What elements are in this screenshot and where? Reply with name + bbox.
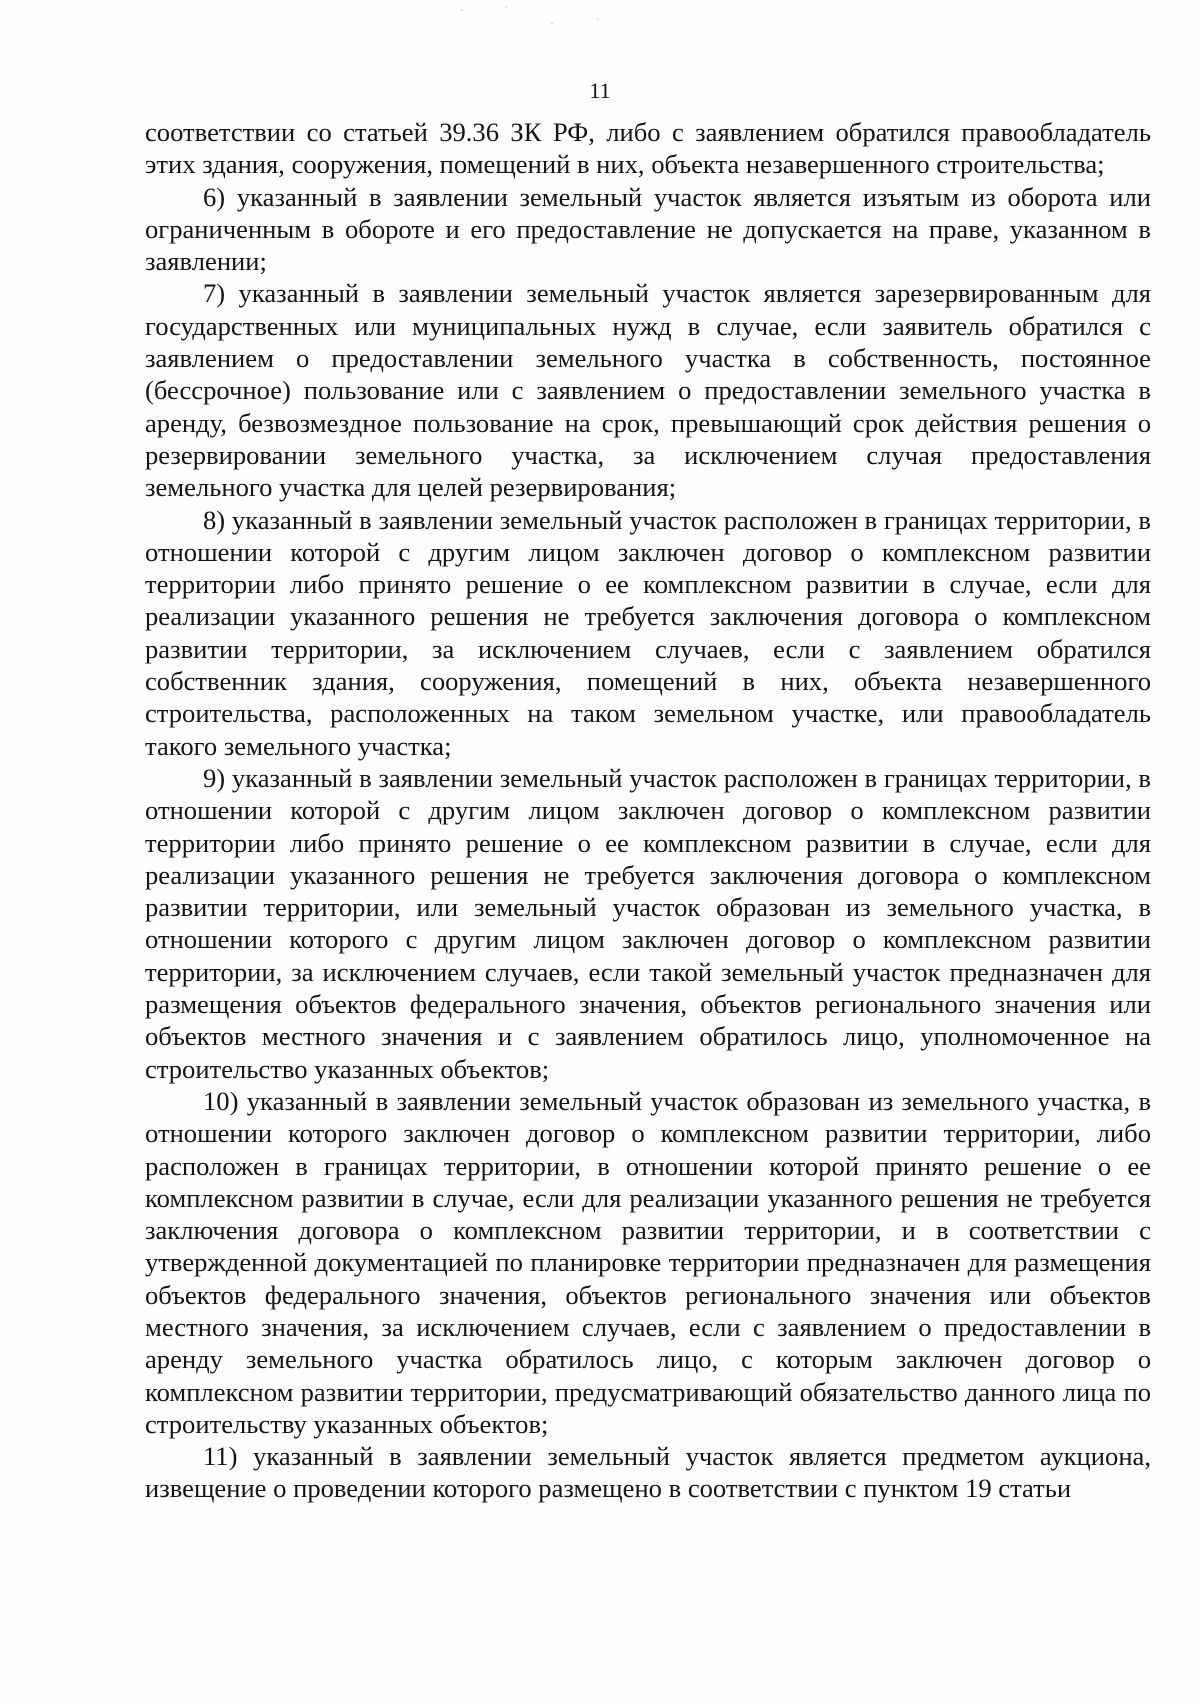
paragraph-item-10: 10) указанный в заявлении земельный участок образован из земельного участка, в отношении которого заключен договор о комплексном развитии территории, либо расположен в границах территории, в отношении которой принято решение о ее комплексном развитии в случае, если для реализации указанного решения не требуется заключения договора о комплексном развитии территории, и в соответствии с утвержденной документацией по планировке территории предназначен для размещения объектов федерального значения, объектов регионального значения или объектов местного значения, за исключением случаев, если с заявлением о предоставлении в аренду земельного участка обратилось лицо, с которым заключен договор о комплексном развитии территории, предусматривающий обязательство данного лица по строительству указанных объектов; bbox=[145, 1085, 1151, 1439]
page-number: 11 bbox=[589, 78, 611, 103]
paragraph-item-6: 6) указанный в заявлении земельный участок является изъятым из оборота или ограниченным в обороте и его предоставление не допускается на праве, указанном в заявлении; bbox=[145, 181, 1151, 277]
paragraph-item-11: 11) указанный в заявлении земельный участок является предметом аукциона, извещение о проведении которого размещено в соответствии с пунктом 19 статьи bbox=[145, 1441, 1151, 1504]
paragraph-item-7: 7) указанный в заявлении земельный участок является зарезервированным для государственных или муниципальных нужд в случае, если заявитель обратился с заявлением о предоставлении земельного участка в собственность, постоянное (бессрочное) пользование или с заявлением о предоставлении земельного участка в аренду, безвозмездное пользование на срок, превышающий срок действия решения о резервировании земельного участка, за исключением случая предоставления земельного участка для целей резервирования; bbox=[145, 278, 1151, 503]
paragraph-item-8: 8) указанный в заявлении земельный участок расположен в границах территории, в отношении которой с другим лицом заключен договор о комплексном развитии территории либо принято решение о ее комплексном развитии в случае, если для реализации указанного решения не требуется заключения договора о комплексном развитии территории, за исключением случаев, если с заявлением обратился собственник здания, сооружения, помещений в них, объекта незавершенного строительства, расположенных на таком земельном участке, или правообладатель такого земельного участка; bbox=[145, 504, 1151, 761]
paragraph-continuation: соответствии со статьей 39.36 ЗК РФ, либо с заявлением обратился правообладатель этих здания, сооружения, помещений в них, объекта незавершенного строительства; bbox=[145, 117, 1151, 180]
scan-noise bbox=[440, 4, 620, 30]
document-body bbox=[145, 116, 1151, 1505]
paragraph-item-9: 9) указанный в заявлении земельный участок расположен в границах территории, в отношении которой с другим лицом заключен договор о комплексном развитии территории либо принято решение о ее комплексном развитии в случае, если для реализации указанного решения не требуется заключения договора о комплексном развитии территории, или земельный участок образован из земельного участка, в отношении которого с другим лицом заключен договор о комплексном развитии территории, за исключением случаев, если такой земельный участок предназначен для размещения объектов федерального значения, объектов регионального значения или объектов местного значения и с заявлением обратилось лицо, уполномоченное на строительство указанных объектов; bbox=[145, 762, 1151, 1084]
